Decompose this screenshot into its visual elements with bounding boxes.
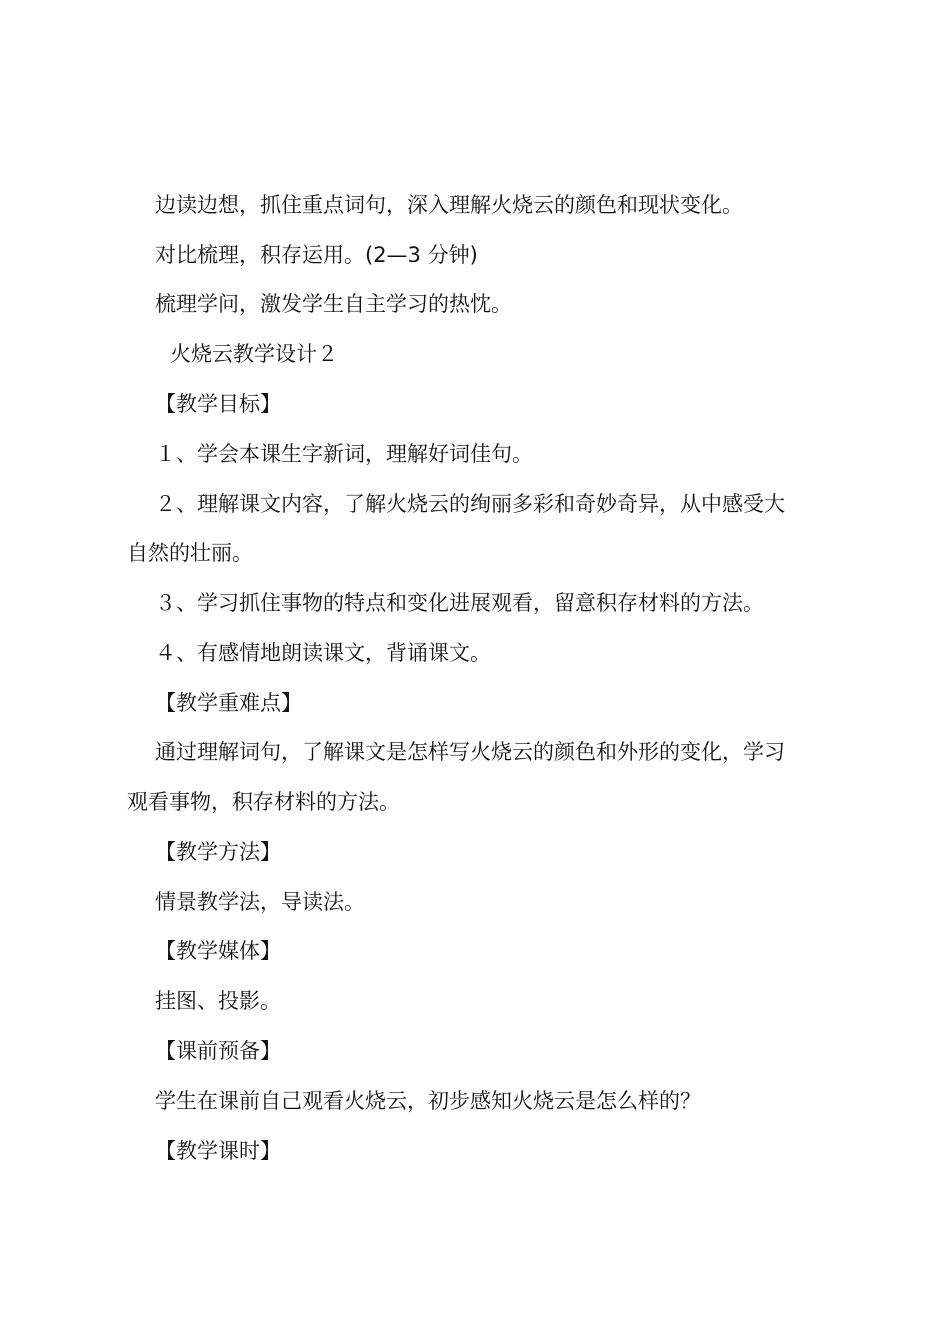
paragraph-line: 挂图、投影。: [155, 989, 281, 1013]
paragraph-continuation: 观看事物，积存材料的方法。: [127, 790, 400, 814]
paragraph-line: 对比梳理，积存运用。(2—3 分钟): [155, 243, 478, 267]
section-heading: 【教学重难点】: [155, 691, 302, 715]
section-heading: 【课前预备】: [155, 1039, 281, 1063]
paragraph-line: 学生在课前自己观看火烧云，初步感知火烧云是怎么样的？: [155, 1089, 701, 1113]
section-title: 火烧云教学设计２: [170, 342, 338, 366]
list-item: １、学会本课生字新词，理解好词佳句。: [155, 442, 533, 466]
paragraph-line: 通过理解词句，了解课文是怎样写火烧云的颜色和外形的变化，学习: [155, 740, 785, 764]
paragraph-line: 边读边想，抓住重点词句，深入理解火烧云的颜色和现状变化。: [155, 193, 743, 217]
list-item-continuation: 自然的壮丽。: [127, 541, 253, 565]
list-item: ３、学习抓住事物的特点和变化进展观看，留意积存材料的方法。: [155, 591, 764, 615]
section-heading: 【教学媒体】: [155, 939, 281, 963]
section-heading: 【教学方法】: [155, 840, 281, 864]
list-item: ４、有感情地朗读课文，背诵课文。: [155, 641, 491, 665]
paragraph-line: 情景教学法，导读法。: [155, 890, 365, 914]
section-heading: 【教学目标】: [155, 392, 281, 416]
section-heading: 【教学课时】: [155, 1139, 281, 1163]
list-item: ２、理解课文内容，了解火烧云的绚丽多彩和奇妙奇异，从中感受大: [155, 492, 785, 516]
paragraph-line: 梳理学问，激发学生自主学习的热忱。: [155, 292, 512, 316]
